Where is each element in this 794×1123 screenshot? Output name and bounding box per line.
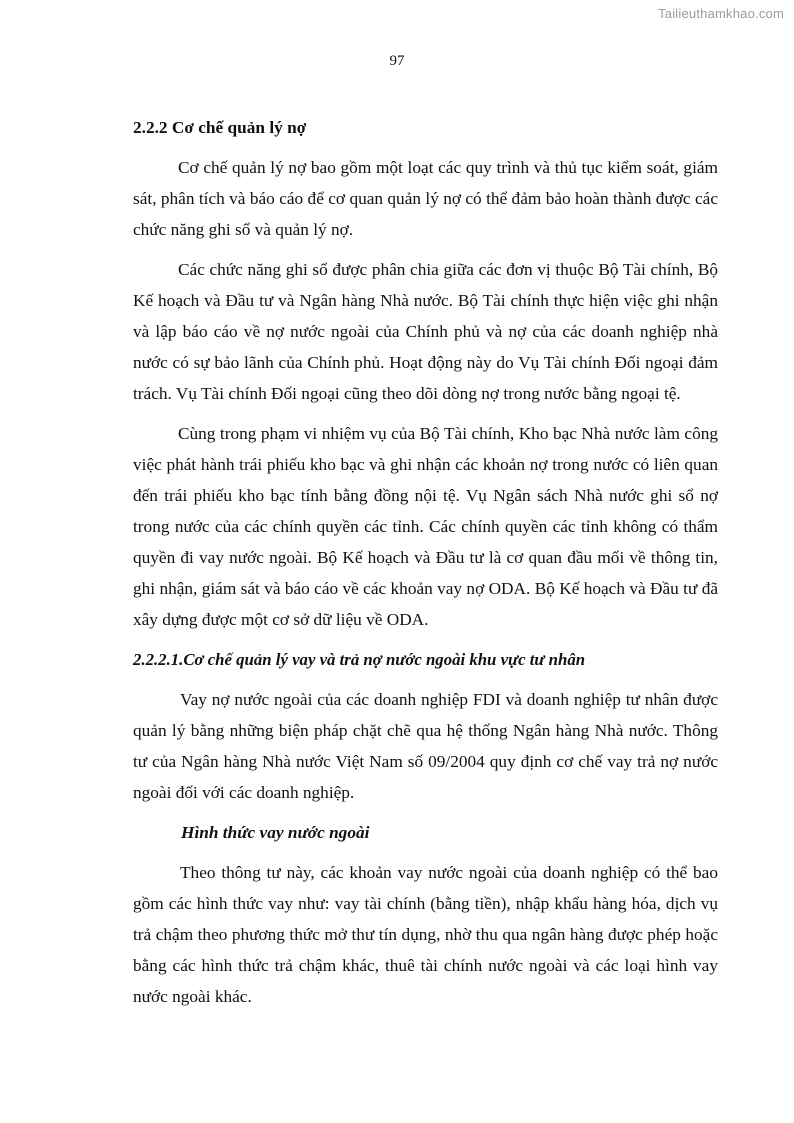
- paragraph-2: Các chức năng ghi sổ được phân chia giữa các đơn vị thuộc Bộ Tài chính, Bộ Kế hoạch và Đầu tư và Ngân hàng Nhà nước. Bộ Tài chính thực hiện việc ghi nhận và lập báo cáo về nợ nước ngoài của Chính phủ và nợ của các doanh nghiệp nhà nước có sự bảo lãnh của Chính phủ. Hoạt động này do Vụ Tài chính Đối ngoại đảm trách. Vụ Tài chính Đối ngoại cũng theo dõi dòng nợ trong nước bằng ngoại tệ.: [133, 260, 718, 403]
- paragraph-3: Cùng trong phạm vi nhiệm vụ của Bộ Tài chính, Kho bạc Nhà nước làm công việc phát hành trái phiếu kho bạc và ghi nhận các khoản nợ trong nước có liên quan đến trái phiếu kho bạc tính bằng đồng nội tệ. Vụ Ngân sách Nhà nước ghi sổ nợ trong nước của các chính quyền các tỉnh. Các chính quyền các tỉnh không có thẩm quyền đi vay nước ngoài. Bộ Kế hoạch và Đầu tư là cơ quan đầu mối về thông tin, ghi nhận, giám sát và báo cáo về các khoản vay nợ ODA. Bộ Kế hoạch và Đầu tư đã xây dựng được một cơ sở dữ liệu về ODA.: [133, 424, 718, 629]
- paragraph-1: Cơ chế quản lý nợ bao gồm một loạt các quy trình và thủ tục kiểm soát, giám sát, phân tích và báo cáo để cơ quan quản lý nợ có thể đảm bảo hoàn thành được các chức năng ghi sổ và quản lý nợ.: [133, 158, 718, 239]
- document-body: [133, 112, 718, 1021]
- watermark-text: Tailieuthamkhao.com: [658, 6, 784, 21]
- subsection-heading: 2.2.2.1.Cơ chế quản lý vay và trả nợ nước ngoài khu vực tư nhân: [133, 650, 586, 669]
- subsubsection-heading: Hình thức vay nước ngoài: [181, 823, 370, 842]
- subsection-paragraph: Vay nợ nước ngoài của các doanh nghiệp FDI và doanh nghiệp tư nhân được quản lý bằng những biện pháp chặt chẽ qua hệ thống Ngân hàng Nhà nước. Thông tư của Ngân hàng Nhà nước Việt Nam số 09/2004 quy định cơ chế vay trả nợ nước ngoài đối với các doanh nghiệp.: [133, 690, 718, 802]
- section-heading: 2.2.2 Cơ chế quản lý nợ: [133, 118, 307, 137]
- subsubsection-paragraph: Theo thông tư này, các khoản vay nước ngoài của doanh nghiệp có thể bao gồm các hình thức vay như: vay tài chính (bằng tiền), nhập khẩu hàng hóa, dịch vụ trả chậm theo phương thức mở thư tín dụng, nhờ thu qua ngân hàng được phép hoặc bằng các hình thức trả chậm khác, thuê tài chính nước ngoài và các loại hình vay nước ngoài khác.: [133, 863, 718, 1006]
- page-number: 97: [389, 53, 405, 69]
